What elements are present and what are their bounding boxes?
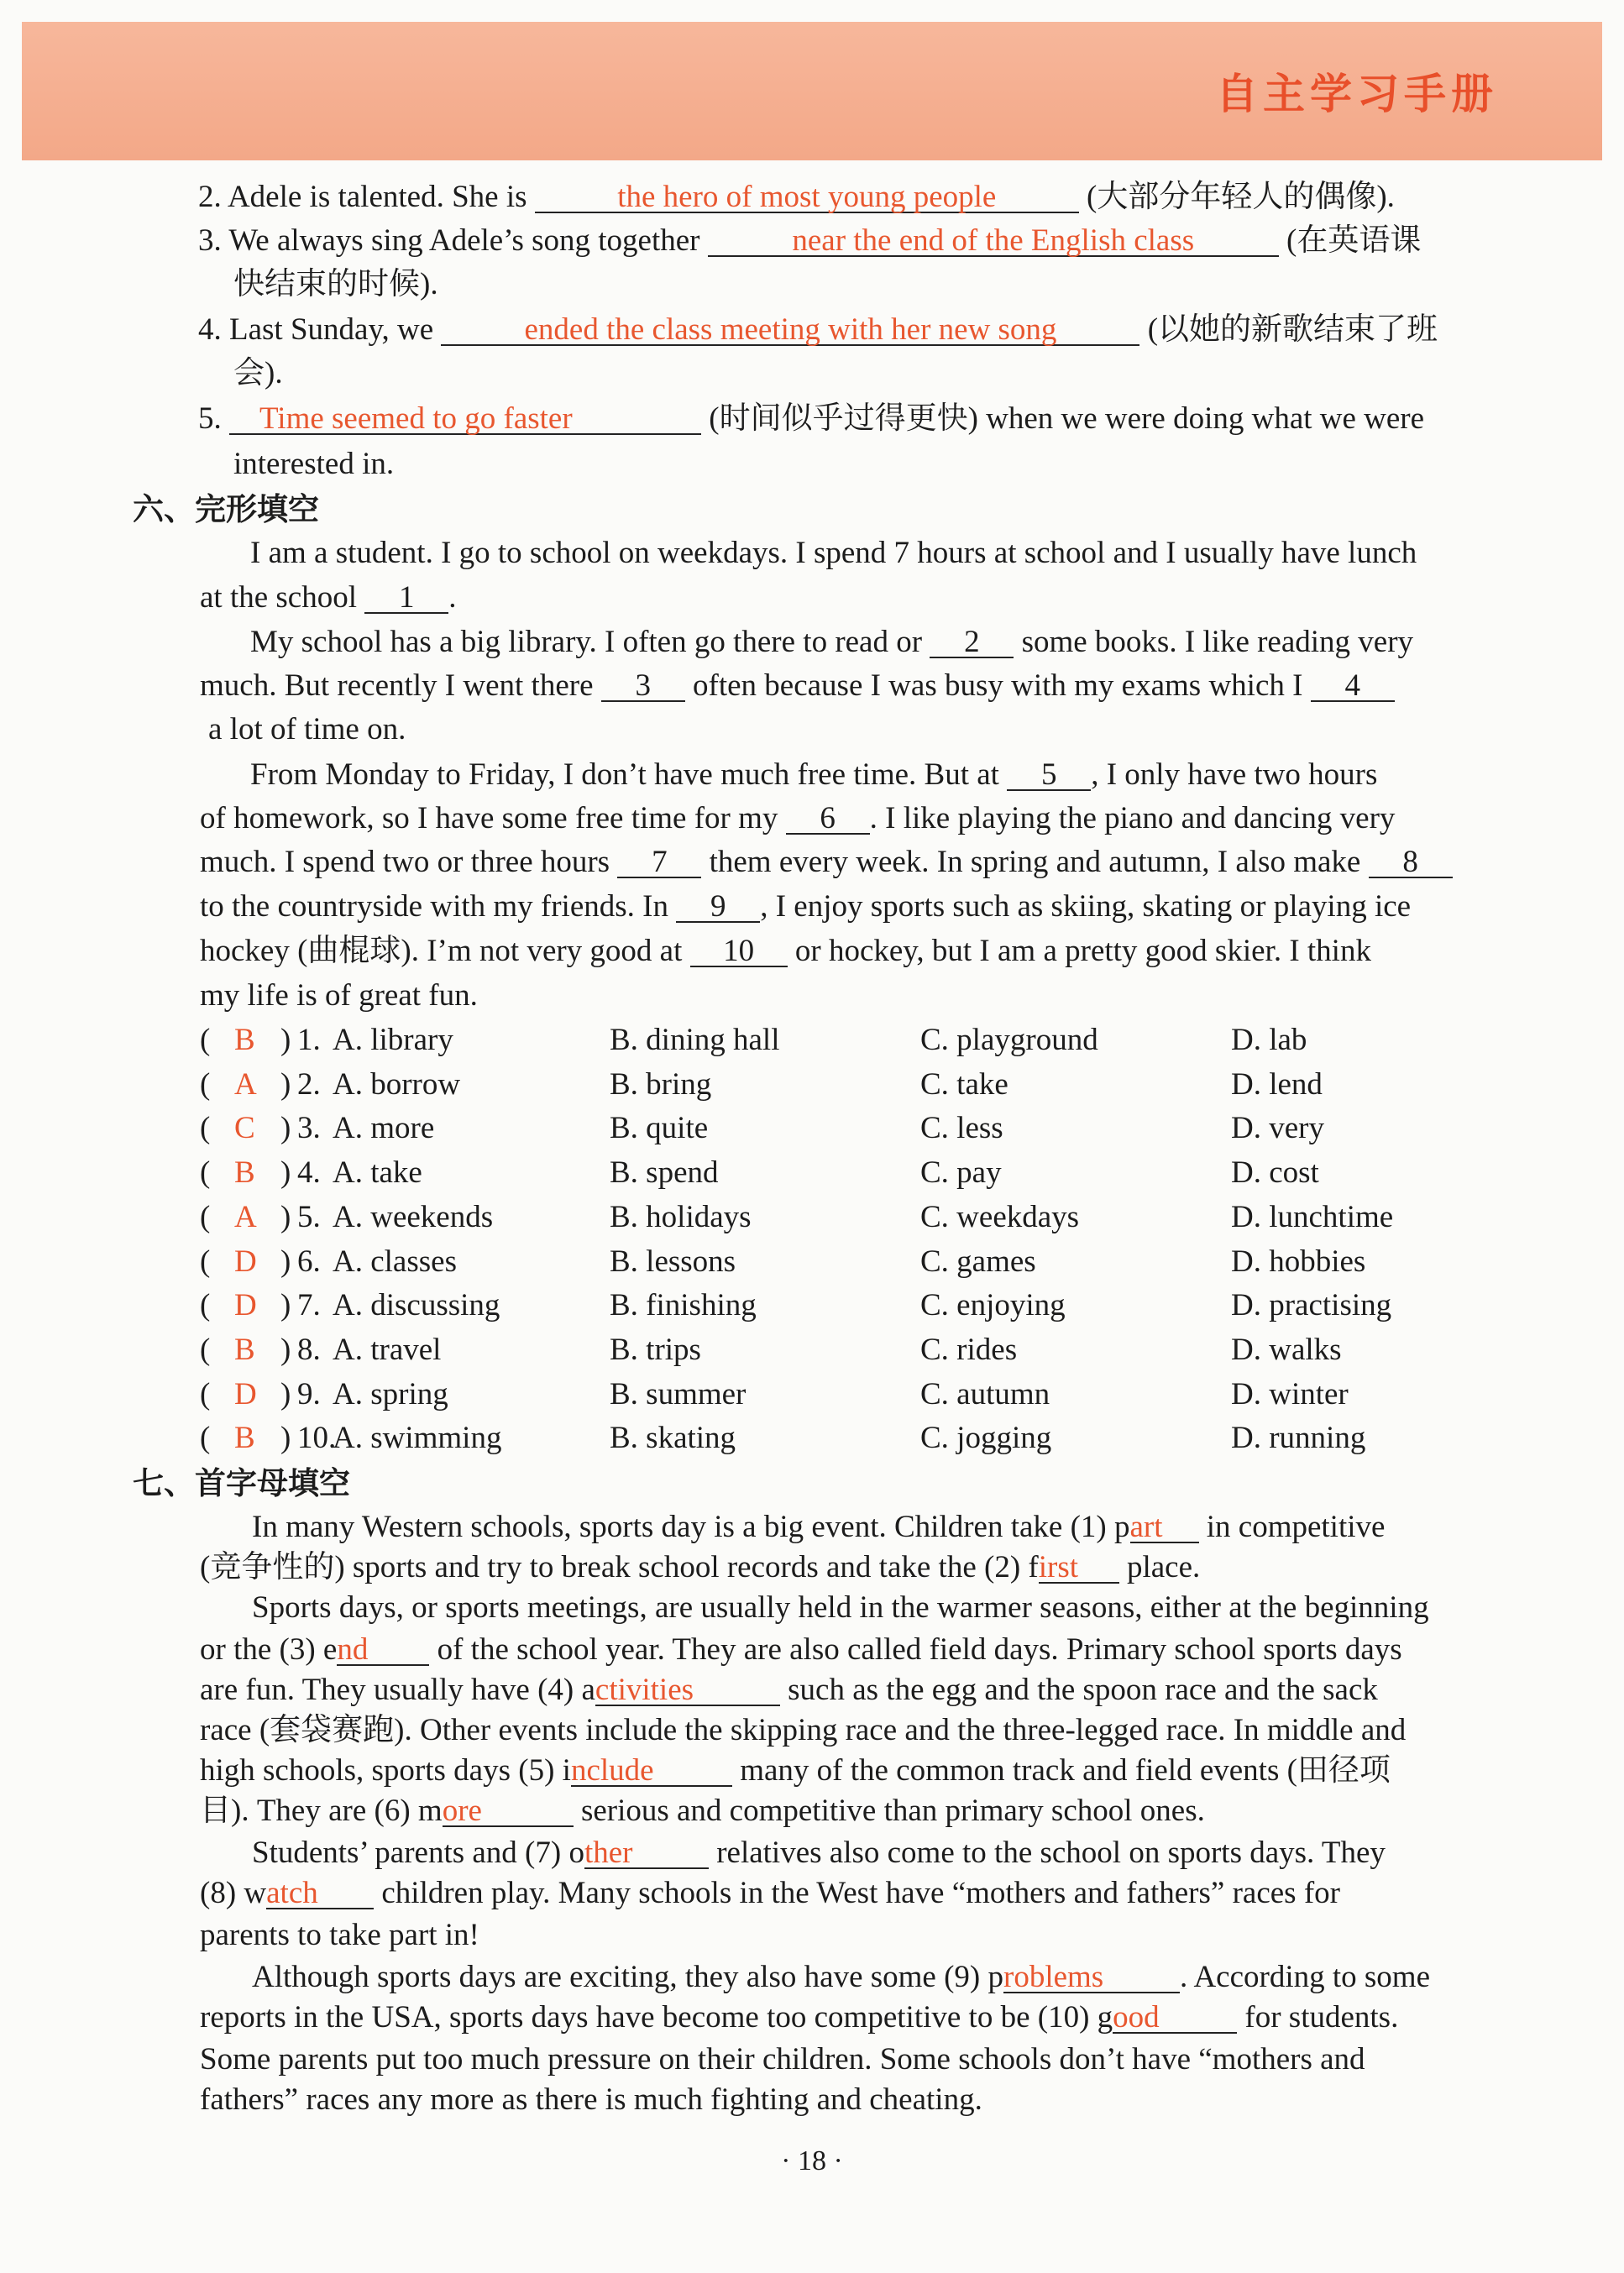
p7-text: high schools, sports days (5) i bbox=[200, 1753, 571, 1788]
cloze-blank: 8 bbox=[1369, 848, 1453, 878]
option-a: A. spring bbox=[333, 1377, 448, 1411]
q3-answer: near the end of the English class bbox=[792, 223, 1195, 258]
p7-line-11 bbox=[200, 1916, 479, 1955]
option-c: C. take bbox=[920, 1067, 1008, 1102]
p7-text: 目). They are (6) m bbox=[200, 1794, 443, 1828]
p7-text: or the (3) e bbox=[200, 1632, 338, 1667]
p7-text: reports in the USA, sports days have become too competitive to be (10) g bbox=[200, 2000, 1113, 2035]
answer-paren-close: ) bbox=[280, 1288, 291, 1322]
answer-paren-close: ) bbox=[280, 1200, 291, 1234]
cloze-text: or hockey, but I am a pretty good skier. I think bbox=[787, 934, 1371, 968]
cloze-blank: 6 bbox=[786, 804, 870, 835]
p7-blank bbox=[1113, 2000, 1237, 2035]
option-c: C. autumn bbox=[920, 1377, 1050, 1411]
option-c: C. less bbox=[920, 1111, 1003, 1145]
p7-blank bbox=[584, 1836, 709, 1870]
p7-line-13 bbox=[200, 1998, 1398, 2037]
answer-paren-open: ( bbox=[200, 1421, 211, 1455]
p7-line-6 bbox=[200, 1711, 1406, 1750]
q5-text: 5. bbox=[198, 401, 229, 436]
option-a: A. borrow bbox=[333, 1067, 461, 1102]
p7-line-15 bbox=[200, 2081, 982, 2119]
p7-answer: atch bbox=[266, 1876, 318, 1910]
answer-paren-open: ( bbox=[200, 1067, 211, 1102]
chosen-answer: C bbox=[234, 1111, 255, 1145]
answer-paren-close: ) bbox=[280, 1244, 291, 1279]
question-number: 7. bbox=[297, 1288, 321, 1322]
p7-blank bbox=[1038, 1550, 1119, 1584]
option-a: A. library bbox=[333, 1023, 453, 1057]
option-b: B. summer bbox=[610, 1377, 747, 1411]
q4-answer: ended the class meeting with her new song bbox=[524, 312, 1057, 347]
option-b: B. quite bbox=[610, 1111, 709, 1145]
p7-text: such as the egg and the spoon race and the sack bbox=[779, 1673, 1378, 1707]
cloze-text: . bbox=[448, 580, 457, 615]
section-heading-cloze: 六、完形填空 bbox=[133, 491, 319, 527]
question-number: 2. bbox=[297, 1067, 321, 1102]
question-number: 6. bbox=[297, 1244, 321, 1279]
p5-q3-cont: 快结束的时候). bbox=[233, 267, 438, 301]
answer-paren-open: ( bbox=[200, 1111, 211, 1145]
p5-q2 bbox=[198, 178, 1395, 217]
option-b: B. spend bbox=[610, 1155, 719, 1190]
cloze-blank: 7 bbox=[617, 848, 701, 878]
option-c: C. weekdays bbox=[920, 1200, 1080, 1234]
p5-q4 bbox=[198, 311, 1438, 349]
cloze-line-4 bbox=[200, 667, 1395, 705]
answer-paren-open: ( bbox=[200, 1333, 211, 1367]
cloze-line-6 bbox=[250, 756, 1377, 794]
question-number: 8. bbox=[297, 1333, 321, 1367]
p7-line-14 bbox=[200, 2040, 1365, 2079]
cloze-text: . I like playing the piano and dancing very bbox=[869, 801, 1396, 835]
p7-text: in competitive bbox=[1198, 1510, 1386, 1544]
p5-q5-cont: interested in. bbox=[233, 447, 395, 481]
cloze-text: much. But recently I went there bbox=[200, 668, 601, 703]
option-a: A. weekends bbox=[333, 1200, 494, 1234]
q4-text: 4. Last Sunday, we bbox=[198, 312, 442, 347]
option-b: B. bring bbox=[610, 1067, 712, 1102]
p7-answer: irst bbox=[1038, 1550, 1078, 1584]
section-heading-initial-letter: 七、首字母填空 bbox=[133, 1465, 350, 1501]
cloze-text: I am a student. I go to school on weekdays. I spend 7 hours at school and I usually have lunch bbox=[250, 536, 1417, 570]
chosen-answer: D bbox=[234, 1288, 257, 1322]
answer-paren-close: ) bbox=[280, 1155, 291, 1190]
p7-answer: nclude bbox=[570, 1753, 654, 1788]
answer-paren-close: ) bbox=[280, 1111, 291, 1145]
answer-paren-close: ) bbox=[280, 1421, 291, 1455]
option-a: A. swimming bbox=[333, 1421, 502, 1455]
option-c: C. rides bbox=[920, 1333, 1018, 1367]
cloze-line-10 bbox=[200, 932, 1371, 971]
cloze-blank: 4 bbox=[1311, 672, 1395, 702]
p7-answer: art bbox=[1129, 1510, 1163, 1544]
answer-paren-open: ( bbox=[200, 1288, 211, 1322]
option-d: D. practising bbox=[1231, 1288, 1392, 1322]
option-c: C. enjoying bbox=[920, 1288, 1066, 1322]
chosen-answer: D bbox=[234, 1244, 257, 1279]
p7-text: children play. Many schools in the West have “mothers and fathers” races for bbox=[374, 1876, 1340, 1910]
p5-q3 bbox=[198, 222, 1421, 260]
cloze-blank: 3 bbox=[601, 672, 685, 702]
cloze-blank: 9 bbox=[676, 893, 760, 923]
page-number: · 18 · bbox=[781, 2145, 843, 2176]
p7-text: In many Western schools, sports day is a big event. Children take (1) p bbox=[252, 1510, 1130, 1544]
p7-answer: roblems bbox=[1003, 1960, 1104, 1994]
cloze-line-5 bbox=[208, 710, 406, 749]
cloze-text: to the countryside with my friends. In bbox=[200, 889, 677, 924]
cloze-text: often because I was busy with my exams which I bbox=[684, 668, 1311, 703]
p7-answer: ther bbox=[584, 1836, 633, 1870]
option-b: B. skating bbox=[610, 1421, 736, 1455]
p7-text: Some parents put too much pressure on their children. Some schools don’t have “mothers and bbox=[200, 2042, 1365, 2077]
question-number: 9. bbox=[297, 1377, 321, 1411]
option-b: B. trips bbox=[610, 1333, 701, 1367]
p7-text: (8) w bbox=[200, 1876, 267, 1910]
option-a: A. travel bbox=[333, 1333, 442, 1367]
p7-answer: ctivities bbox=[595, 1673, 694, 1707]
option-c: C. pay bbox=[920, 1155, 1002, 1190]
question-number: 10. bbox=[297, 1421, 337, 1455]
q2-hint: (大部分年轻人的偶像). bbox=[1078, 180, 1395, 214]
question-number: 1. bbox=[297, 1023, 321, 1057]
cloze-text: , I enjoy sports such as skiing, skating or playing ice bbox=[760, 889, 1412, 924]
cloze-line-8 bbox=[200, 843, 1453, 882]
chosen-answer: A bbox=[234, 1200, 257, 1234]
p7-text: relatives also come to the school on sports days. They bbox=[708, 1836, 1386, 1870]
answer-paren-open: ( bbox=[200, 1155, 211, 1190]
p7-text: many of the common track and field events (田径项 bbox=[731, 1753, 1391, 1788]
p5-q5 bbox=[198, 400, 1424, 438]
option-d: D. hobbies bbox=[1231, 1244, 1366, 1279]
p7-answer: ood bbox=[1113, 2000, 1160, 2035]
p7-line-10 bbox=[200, 1874, 1340, 1913]
option-d: D. lend bbox=[1231, 1067, 1323, 1102]
answer-paren-close: ) bbox=[280, 1377, 291, 1411]
option-d: D. lunchtime bbox=[1231, 1200, 1394, 1234]
option-a: A. take bbox=[333, 1155, 422, 1190]
question-number: 4. bbox=[297, 1155, 321, 1190]
p7-text: race (套袋赛跑). Other events include the skipping race and the three-legged race. In middle and bbox=[200, 1713, 1407, 1747]
p7-text: parents to take part in! bbox=[200, 1918, 479, 1952]
option-d: D. cost bbox=[1231, 1155, 1319, 1190]
p7-line-4 bbox=[200, 1631, 1402, 1669]
p7-text: Although sports days are exciting, they also have some (9) p bbox=[252, 1960, 1003, 1994]
option-d: D. winter bbox=[1231, 1377, 1349, 1411]
p7-text: fathers” races any more as there is much fighting and cheating. bbox=[200, 2082, 982, 2117]
cloze-line-7 bbox=[200, 799, 1395, 838]
cloze-line-9 bbox=[200, 888, 1411, 926]
option-c: C. jogging bbox=[920, 1421, 1052, 1455]
option-a: A. more bbox=[333, 1111, 435, 1145]
p7-text: Sports days, or sports meetings, are usually held in the warmer seasons, either at the beginning bbox=[252, 1590, 1429, 1625]
p7-blank bbox=[570, 1753, 732, 1788]
p7-line-8 bbox=[200, 1792, 1205, 1830]
option-d: D. walks bbox=[1231, 1333, 1342, 1367]
option-c: C. playground bbox=[920, 1023, 1098, 1057]
q5-hint: (时间似乎过得更快) when we were doing what we were bbox=[701, 401, 1425, 436]
cloze-text: my life is of great fun. bbox=[200, 978, 478, 1013]
option-b: B. lessons bbox=[610, 1244, 736, 1279]
cloze-text: From Monday to Friday, I don’t have much free time. But at bbox=[250, 757, 1008, 792]
p7-line-12 bbox=[252, 1958, 1430, 1997]
q5-blank bbox=[229, 401, 701, 436]
cloze-text: them every week. In spring and autumn, I also make bbox=[701, 845, 1369, 879]
chosen-answer: B bbox=[234, 1333, 255, 1367]
answer-paren-close: ) bbox=[280, 1067, 291, 1102]
p7-text: place. bbox=[1118, 1550, 1201, 1584]
p7-text: are fun. They usually have (4) a bbox=[200, 1673, 595, 1707]
option-c: C. games bbox=[920, 1244, 1036, 1279]
cloze-line-3 bbox=[250, 623, 1413, 662]
header-title: 自主学习手册 bbox=[1216, 70, 1498, 118]
option-d: D. lab bbox=[1231, 1023, 1307, 1057]
cloze-line-11 bbox=[200, 977, 478, 1015]
p7-text: serious and competitive than primary school ones. bbox=[573, 1794, 1205, 1828]
cloze-text: , I only have two hours bbox=[1091, 757, 1378, 792]
answer-paren-open: ( bbox=[200, 1023, 211, 1057]
cloze-text: My school has a big library. I often go there to read or bbox=[250, 625, 930, 659]
cloze-text: hockey (曲棍球). I’m not very good at bbox=[200, 934, 690, 968]
p7-line-7 bbox=[200, 1752, 1391, 1790]
q2-blank bbox=[535, 180, 1079, 214]
q4-blank bbox=[441, 312, 1139, 347]
chosen-answer: D bbox=[234, 1377, 257, 1411]
cloze-blank: 1 bbox=[364, 584, 448, 614]
p7-text: (竞争性的) sports and try to break school records and take the (2) f bbox=[200, 1550, 1039, 1584]
q2-text: 2. Adele is talented. She is bbox=[198, 180, 535, 214]
cloze-blank: 2 bbox=[930, 628, 1014, 658]
p7-text: for students. bbox=[1237, 2000, 1399, 2035]
cloze-line-1 bbox=[250, 534, 1417, 573]
p7-blank bbox=[266, 1876, 374, 1910]
cloze-text: of homework, so I have some free time for my bbox=[200, 801, 786, 835]
p7-line-5 bbox=[200, 1671, 1378, 1710]
answer-paren-open: ( bbox=[200, 1244, 211, 1279]
option-a: A. discussing bbox=[333, 1288, 500, 1322]
q3-blank bbox=[708, 223, 1279, 258]
p5-q4-cont: 会). bbox=[233, 356, 283, 390]
answer-paren-close: ) bbox=[280, 1333, 291, 1367]
answer-paren-close: ) bbox=[280, 1023, 291, 1057]
chosen-answer: B bbox=[234, 1421, 255, 1455]
option-a: A. classes bbox=[333, 1244, 457, 1279]
chosen-answer: B bbox=[234, 1155, 255, 1190]
option-b: B. holidays bbox=[610, 1200, 752, 1234]
p7-line-3 bbox=[252, 1589, 1429, 1627]
p7-blank bbox=[1003, 1960, 1180, 1994]
chosen-answer: B bbox=[234, 1023, 255, 1057]
q4-hint: (以她的新歌结束了班 bbox=[1139, 312, 1438, 347]
cloze-text: at the school bbox=[200, 580, 365, 615]
q3-text: 3. We always sing Adele’s song together bbox=[198, 223, 708, 258]
option-d: D. running bbox=[1231, 1421, 1366, 1455]
p7-blank bbox=[1129, 1510, 1199, 1544]
q5-answer: Time seemed to go faster bbox=[259, 401, 573, 436]
cloze-text: much. I spend two or three hours bbox=[200, 845, 618, 879]
p7-line-2 bbox=[200, 1548, 1200, 1587]
option-b: B. finishing bbox=[610, 1288, 757, 1322]
p7-answer: nd bbox=[337, 1632, 369, 1667]
cloze-blank: 10 bbox=[690, 937, 788, 967]
p7-answer: ore bbox=[442, 1794, 482, 1828]
cloze-text: some books. I like reading very bbox=[1014, 625, 1414, 659]
p7-blank bbox=[337, 1632, 429, 1667]
cloze-blank: 5 bbox=[1007, 761, 1091, 791]
answer-paren-open: ( bbox=[200, 1377, 211, 1411]
p7-blank bbox=[442, 1794, 574, 1828]
p7-line-1 bbox=[252, 1508, 1385, 1547]
answer-paren-open: ( bbox=[200, 1200, 211, 1234]
p7-line-9 bbox=[252, 1834, 1386, 1872]
chosen-answer: A bbox=[234, 1067, 257, 1102]
option-d: D. very bbox=[1231, 1111, 1324, 1145]
q3-hint: (在英语课 bbox=[1278, 223, 1422, 258]
cloze-line-2 bbox=[200, 579, 457, 617]
p7-text: . According to some bbox=[1180, 1960, 1431, 1994]
question-number: 3. bbox=[297, 1111, 321, 1145]
option-b: B. dining hall bbox=[610, 1023, 780, 1057]
q2-answer: the hero of most young people bbox=[617, 180, 997, 214]
p7-text: Students’ parents and (7) o bbox=[252, 1836, 584, 1870]
p7-text: of the school year. They are also called field days. Primary school sports days bbox=[429, 1632, 1402, 1667]
question-number: 5. bbox=[297, 1200, 321, 1234]
p7-blank bbox=[595, 1673, 780, 1707]
cloze-text: a lot of time on. bbox=[208, 712, 406, 746]
